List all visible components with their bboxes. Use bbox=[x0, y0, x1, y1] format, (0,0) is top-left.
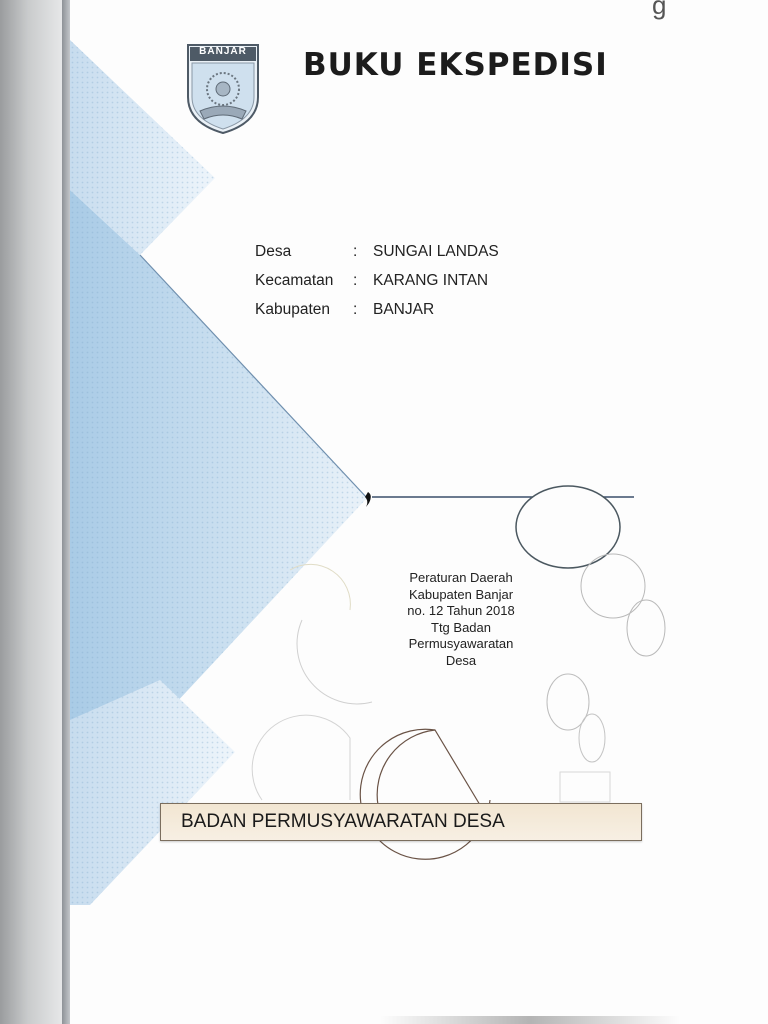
logo-text: BANJAR bbox=[199, 46, 247, 57]
faint-arc-1 bbox=[297, 620, 372, 704]
info-label: Desa bbox=[255, 243, 292, 260]
pie-wedge-upper bbox=[377, 730, 480, 805]
regulation-line: Ttg Badan bbox=[431, 619, 491, 635]
comma-mark bbox=[365, 492, 371, 507]
info-label: Kabupaten bbox=[255, 301, 330, 318]
info-row-kecamatan bbox=[255, 272, 499, 301]
outlined-oval bbox=[516, 486, 620, 568]
footer-band bbox=[160, 803, 642, 841]
faint-rect bbox=[560, 772, 610, 802]
regulation-line: Permusyawaratan bbox=[408, 636, 514, 651]
faint-arc-3 bbox=[290, 564, 350, 610]
regulation-note bbox=[388, 570, 534, 669]
faint-oval-1 bbox=[581, 554, 645, 618]
info-separator: : bbox=[353, 272, 358, 289]
regulation-line: no. 12 Tahun 2018 bbox=[407, 603, 515, 618]
faint-oval-4 bbox=[579, 714, 605, 762]
info-label: Kecamatan bbox=[255, 272, 334, 289]
regulation-line: Desa bbox=[445, 652, 477, 668]
info-separator: : bbox=[353, 301, 358, 318]
footer-label: BADAN PERMUSYAWARATAN DESA bbox=[181, 811, 505, 832]
regulation-line: Kabupaten Banjar bbox=[408, 586, 514, 602]
corner-glyph: g bbox=[652, 0, 667, 20]
info-value: SUNGAI LANDAS bbox=[373, 243, 499, 260]
info-separator: : bbox=[353, 243, 358, 260]
regulation-line: Peraturan Daerah bbox=[409, 570, 513, 585]
faint-oval-2 bbox=[627, 600, 665, 656]
info-row-desa bbox=[255, 243, 499, 272]
page-title: BUKU EKSPEDISI bbox=[303, 47, 608, 83]
lower-triangle-dots bbox=[70, 680, 235, 905]
banjar-logo bbox=[186, 43, 260, 135]
location-info bbox=[255, 243, 499, 330]
bottom-edge-shadow bbox=[380, 1016, 680, 1024]
info-value: KARANG INTAN bbox=[373, 272, 489, 289]
info-value: BANJAR bbox=[373, 301, 435, 318]
faint-arc-2 bbox=[252, 715, 350, 800]
info-row-kabupaten bbox=[255, 301, 499, 330]
